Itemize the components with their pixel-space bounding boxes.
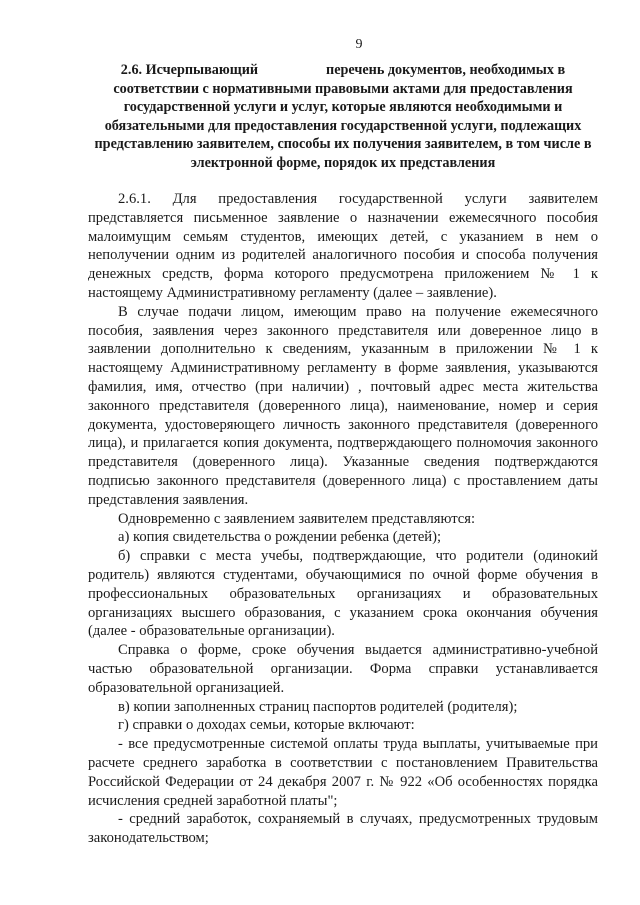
page-number: 9 (355, 37, 363, 52)
list-item-v: в) копии заполненных страниц паспортов родителей (родителя); (118, 698, 518, 715)
section-heading-number-title: 2.6. Исчерпывающий (120, 62, 259, 78)
list-item-g-average-earnings: - средний заработок, сохраняемый в случаях, предусмотренных трудовым законодательством; (88, 811, 598, 847)
paragraph-representative: В случае подачи лицом, имеющим право на получение ежемесячного пособия, заявления через законного представителя или доверенное лицо в заявлении дополнительно к сведениям, указанным в приложении № 1 к настоящему Административному регламенту в форме заявления, указываются фамилия, имя, отчество (при наличии) , почтовый адрес места жительства законного представителя (доверенного лица), наименование, номер и серия документа, удостоверяющего личность законного представителя (доверенного лица), и прилагается копия документа, подтверждающего полномочия законного представителя (доверенного лица). Указанные сведения подтверждаются подписью законного представителя (доверенного лица) с проставлением даты представления заявления. (88, 303, 598, 508)
paragraph-2-6-1: 2.6.1. Для предоставления государственной услуги заявителем представляется письменное заявление о назначении ежемесячного пособия малоимущим семьям студентов, имеющих детей, с указанием в нем о неполучении одним из родителей аналогичного пособия и способа получения денежных средств, форма которого предусмотрена приложением № 1 к настоящему Административному регламенту (далее – заявление). (88, 191, 598, 301)
list-item-g: г) справки о доходах семьи, которые включают: (118, 717, 415, 734)
paragraph-certificate-form: Справка о форме, сроке обучения выдается административно-учебной частью образовательной организации. Форма справки устанавливается образовательной организацией. (88, 642, 598, 696)
paragraph-documents-intro: Одновременно с заявлением заявителем представляются: (118, 510, 476, 527)
list-item-b: б) справки с места учебы, подтверждающие, что родители (одинокий родитель) являются студентами, обучающимися по очной форме обучения в профессиональных образовательных организациях и образовательных организациях высшего образования, с указанием срока окончания обучения (далее - образовательные организации). (88, 548, 598, 640)
document-body (88, 190, 598, 848)
section-heading (88, 61, 598, 172)
list-item-a: а) копия свидетельства о рождении ребенка (детей); (118, 529, 442, 546)
section-heading-text: перечень документов, необходимых в соответствии с нормативными правовыми актами для предоставления государственной услуги и услуг, которые являются необходимыми и обязательными для предоставления государственной услуги, подлежащих представлению заявителем, способы их получения заявителем, в том числе в электронной форме, порядок их представления (94, 62, 592, 171)
list-item-g-payments: - все предусмотренные системой оплаты труда выплаты, учитываемые при расчете среднего заработка в соответствии с постановлением Правительства Российской Федерации от 24 декабря 2007 г. № 922 «Об особенностях порядка исчисления средней заработной платы"; (88, 736, 598, 809)
